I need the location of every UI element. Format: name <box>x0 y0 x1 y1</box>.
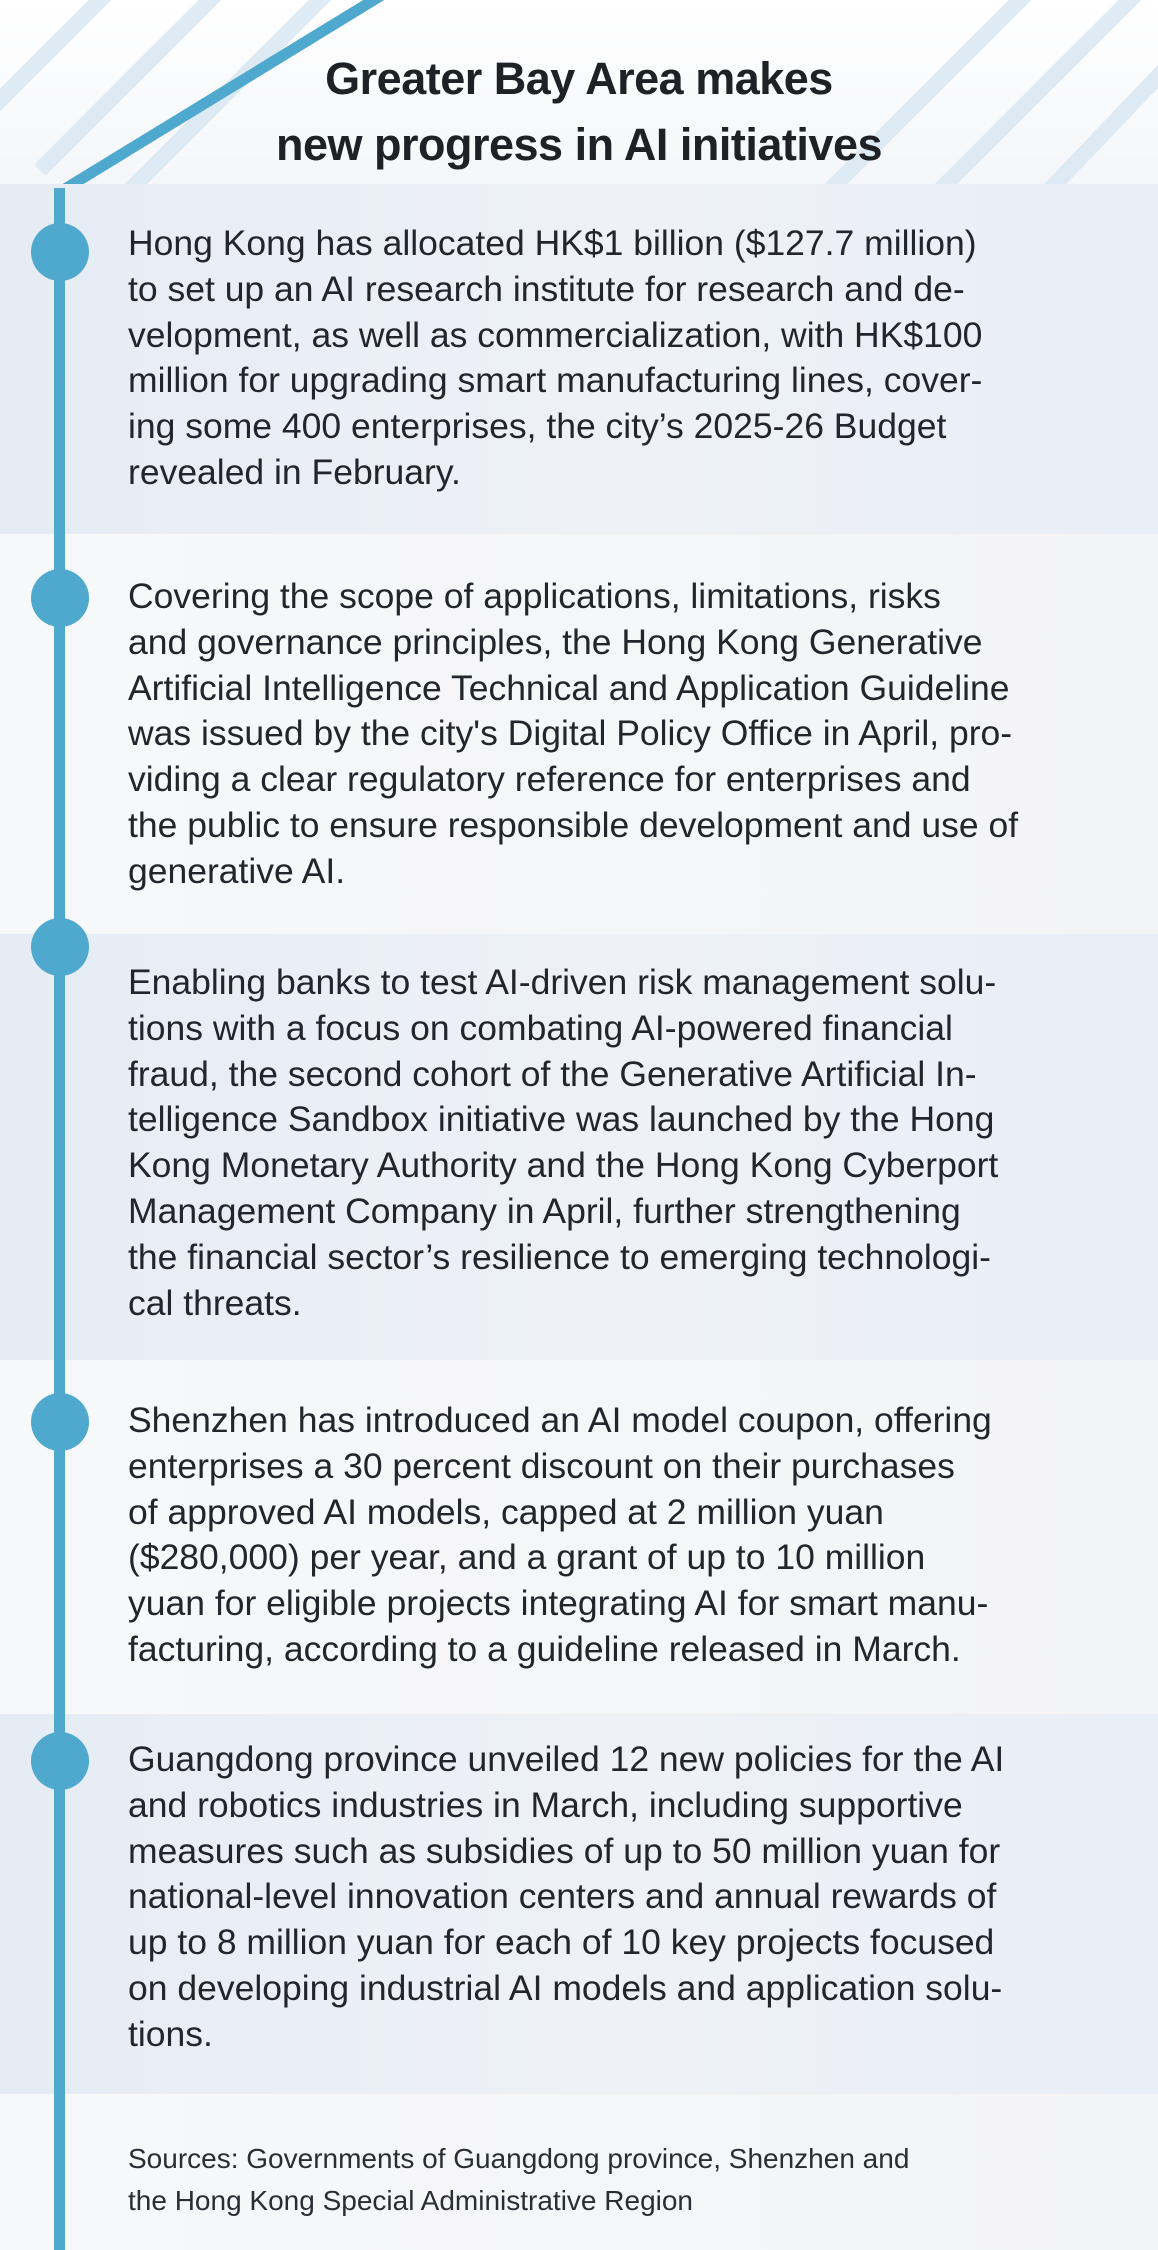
page-title: Greater Bay Area makes new progress in AI initiatives <box>276 53 882 170</box>
item-text: Covering the scope of applications, limitations, risks and governance principles, the Hong Kong Generative Artificial Intelligence Technical and Application Guideline was issued by the city's Digital Policy Office in April, pro- viding a clear regulatory reference for enterprises and the public to ensure responsible development and use of generative AI. <box>128 576 1019 891</box>
timeline-dot <box>31 1393 89 1451</box>
item-text: Hong Kong has allocated HK$1 billion ($127.7 million) to set up an AI research institute for research and de- velopment, as well as commercialization, with HK$100 million for upgrading smart manufacturing lines, cover- ing some 400 enterprises, the city’s 2025-26 Budget revealed in February. <box>128 223 983 492</box>
header <box>0 0 1158 184</box>
timeline-line <box>54 188 65 2250</box>
item-text: Enabling banks to test AI-driven risk management solu- tions with a focus on combating AI-powered financial fraud, the second cohort of the Generative Artificial In- telligence Sandbox initiative was launched by the Hong Kong Monetary Authority and the Hong Kong Cyberport Management Company in April, further strengthening the financial sector’s resilience to emerging technologi- cal threats. <box>128 962 999 1323</box>
timeline-dot <box>31 569 89 627</box>
timeline-dot <box>31 223 89 281</box>
timeline-dot <box>31 1732 89 1790</box>
item-text: Guangdong province unveiled 12 new policies for the AI and robotics industries in March, including supportive measures such as subsidies of up to 50 million yuan for national-level innovation centers and annual rewards of up to 8 million yuan for each of 10 key projects focused on developing industrial AI models and application solu- tions. <box>128 1739 1005 2054</box>
item-text: Shenzhen has introduced an AI model coupon, offering enterprises a 30 percent discount on their purchases of approved AI models, capped at 2 million yuan ($280,000) per year, and a grant of up to 10 million yuan for eligible projects integrating AI for smart manu- facturing, according to a guideline released in March. <box>128 1400 992 1669</box>
sources-note: Sources: Governments of Guangdong province, Shenzhen and the Hong Kong Special Administrative Region <box>128 2143 910 2216</box>
timeline-dot <box>31 918 89 976</box>
